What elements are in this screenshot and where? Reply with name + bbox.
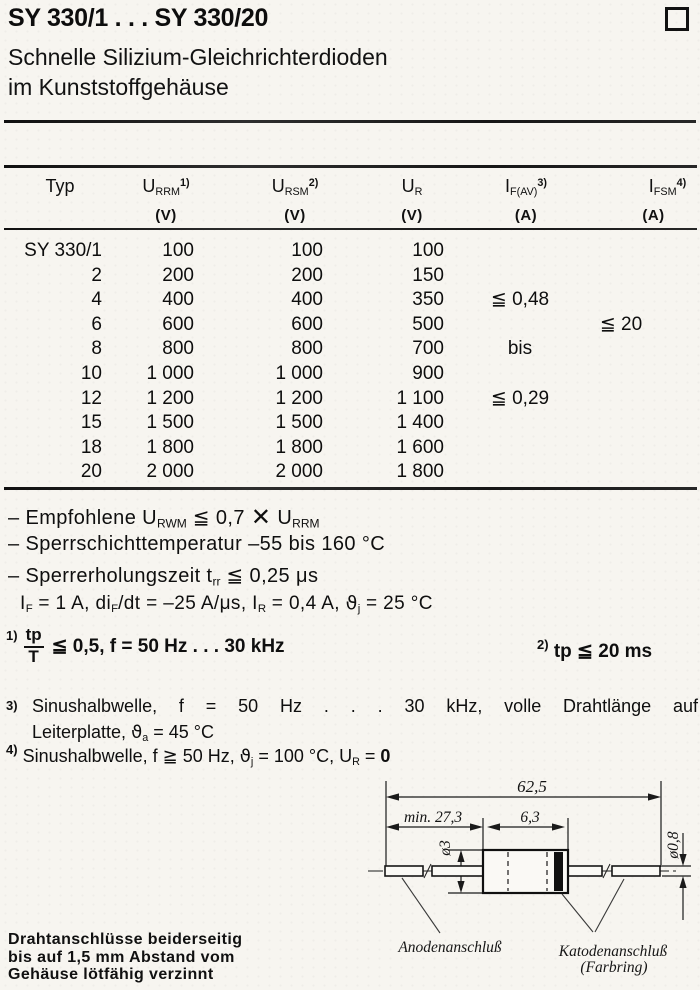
footnote-3	[6, 696, 698, 744]
table-row	[0, 288, 700, 313]
cell-typ: 15	[80, 412, 102, 434]
arrow	[470, 823, 483, 830]
footnote-3-line-2: Leiterplatte, $ϑ_a = 45$ °C	[32, 722, 214, 745]
cell-typ: 8	[91, 338, 102, 360]
cell-ursm: 100	[291, 240, 323, 261]
header-sub: RRM	[155, 185, 180, 198]
header-sup: 4)	[676, 177, 687, 189]
cell-ursm: 1 500	[275, 412, 323, 434]
cell-urrm: 1 200	[146, 387, 194, 409]
cell-typ: 12	[80, 387, 102, 409]
table-row	[0, 387, 700, 412]
table-row	[0, 460, 700, 485]
note-junction-temp: – Sperrschichttemperatur –55 bis 160 °C	[8, 533, 386, 555]
cell-typ: 4	[91, 289, 102, 311]
cell-ifav: ≦ 0,48	[490, 289, 550, 311]
header-sup: 3)	[537, 177, 547, 189]
arrow	[386, 793, 399, 800]
cell-urrm: 1 800	[146, 436, 194, 458]
cell-typ: 6	[91, 313, 102, 335]
table-row	[0, 239, 700, 264]
cathode-label: Katodenanschluß	[558, 943, 668, 960]
subtitle-divider	[4, 120, 696, 123]
subtitle-line-1: Schnelle Silizium-Gleichrichterdioden	[8, 44, 388, 70]
anode-lead-inner	[432, 866, 483, 876]
cell-ursm: 400	[291, 289, 323, 311]
cell-ur: 1 800	[396, 461, 444, 483]
subtitle-line-2: im Kunststoffgehäuse	[8, 74, 229, 100]
cell-ur: 350	[412, 289, 444, 311]
cell-typ: SY 330/1	[24, 240, 102, 261]
cell-urrm: 1 500	[146, 412, 194, 434]
dia-wire-label: ø0,8	[665, 831, 682, 859]
cell-ursm: 1 800	[275, 436, 323, 458]
table-header-rule	[4, 228, 697, 230]
footnote-1-body: $\frac{tp}{T}$ ≦ 0,5, f = 50 Hz . . . 30 kHz	[25, 625, 285, 666]
header-unit: (A)	[642, 206, 665, 224]
header-unit: (V)	[284, 206, 306, 224]
header-base: I	[504, 175, 510, 196]
header-base: U	[142, 175, 156, 196]
cell-urrm: 100	[162, 240, 194, 261]
table-row	[0, 411, 700, 436]
table-row	[0, 436, 700, 461]
cell-ursm: 600	[291, 313, 323, 335]
cell-ur: 700	[412, 338, 444, 360]
footnote-1-mark: 1)	[6, 628, 18, 643]
header-sub: R	[414, 185, 423, 198]
header-unit: (V)	[155, 206, 177, 224]
cell-typ: 20	[80, 461, 102, 483]
cell-ur: 1 600	[396, 436, 444, 458]
cathode-lead-inner	[568, 866, 602, 876]
cell-ur: 1 100	[396, 387, 444, 409]
cell-ursm: 200	[291, 264, 323, 286]
table-top-rule	[4, 165, 697, 168]
cell-ursm: 800	[291, 338, 323, 360]
header-base: U	[271, 175, 285, 196]
footnote-4-body: Sinushalbwelle, f ≧ 50 Hz, $ϑ_j = 100$ °C, $U_R = 0$	[22, 746, 391, 769]
cell-ur: 1 400	[396, 412, 444, 434]
cell-typ: 18	[80, 436, 102, 458]
dia-body-label: ø3	[437, 840, 454, 856]
lead-solder-note	[8, 931, 242, 984]
column-header-ur	[372, 172, 452, 227]
cell-ur: 150	[412, 264, 444, 286]
cell-typ: 2	[91, 264, 102, 286]
anode-leader-line	[402, 878, 440, 933]
cathode-color-band	[554, 852, 563, 891]
header-sub: RSM	[284, 185, 309, 198]
cell-ifav: bis	[507, 338, 533, 360]
column-header-typ	[20, 172, 100, 203]
arrow	[552, 823, 565, 830]
lead-solder-note-line-2: bis auf 1,5 mm Abstand vom	[8, 948, 235, 966]
lead-solder-note-line-1: Drahtanschlüsse beiderseitig	[8, 931, 243, 948]
anode-lead-outer	[385, 866, 423, 876]
cell-ur: 900	[412, 362, 444, 384]
cell-ursm: 2 000	[275, 461, 323, 483]
footnote-2-body: tp ≦ 20 ms	[553, 641, 653, 662]
arrow	[679, 876, 686, 888]
header-unit: (V)	[401, 206, 423, 224]
header-sub: FSM	[653, 185, 677, 198]
table-row	[0, 264, 700, 289]
dim-lead-min-label: min. 27,3	[403, 809, 463, 826]
table-row	[0, 313, 700, 338]
arrow	[487, 823, 500, 830]
cell-ifav: ≦ 0,29	[490, 387, 550, 409]
footnote-1	[6, 626, 285, 666]
cell-ursm: 1 200	[275, 387, 323, 409]
cathode-ring-label: (Farbring)	[580, 959, 648, 976]
page-title: SY 330/1 . . . SY 330/20	[8, 4, 269, 32]
header-base: Typ	[45, 175, 75, 196]
footnote-4-mark: 4)	[6, 742, 18, 757]
column-header-ifsm	[610, 172, 700, 227]
note-test-conditions: $I_F = 1$ A, $di_F/dt = -25$ A/μs, $I_R = 0,4$ A, $ϑ_j = 25$ °C	[20, 592, 433, 616]
arrow	[386, 823, 399, 830]
cell-typ: 10	[80, 362, 102, 384]
table-row	[0, 337, 700, 362]
footnote-4	[6, 742, 390, 768]
header-sub: F(AV)	[510, 185, 538, 198]
package-drawing	[340, 775, 700, 990]
arrow	[457, 881, 464, 893]
footnote-2-mark: 2)	[537, 637, 549, 652]
cathode-lead-outer	[612, 866, 660, 876]
cell-urrm: 200	[162, 264, 194, 286]
table-row	[0, 362, 700, 387]
table-bottom-rule	[4, 487, 697, 490]
cell-urrm: 2 000	[146, 461, 194, 483]
footnote-2	[537, 637, 652, 663]
footnote-3-line-1: Sinushalbwelle, f = 50 Hz . . . 30 kHz, volle Drahtlänge auf	[32, 696, 698, 716]
cathode-leader-line-2	[595, 879, 624, 932]
header-sup: 1)	[179, 177, 190, 189]
anode-label: Anodenanschluß	[398, 939, 502, 956]
note-recovery-time: – Sperrerholungszeit $t_{rr}$ ≦ 0,25 μs	[8, 565, 319, 589]
arrow	[648, 793, 661, 800]
cell-urrm: 600	[162, 313, 194, 335]
column-header-urrm	[116, 172, 216, 227]
cell-ursm: 1 000	[275, 362, 323, 384]
cell-ur: 100	[412, 240, 444, 261]
corner-checkbox	[665, 7, 689, 31]
arrow	[457, 850, 464, 862]
cell-ur: 500	[412, 313, 444, 335]
cell-urrm: 1 000	[146, 362, 194, 384]
cathode-leader-line-1	[562, 894, 593, 932]
column-header-ursm	[245, 172, 345, 227]
header-unit: (A)	[514, 206, 538, 224]
column-header-ifav	[466, 172, 586, 227]
header-base: I	[648, 175, 654, 196]
page-subtitle	[8, 42, 388, 102]
lead-solder-note-line-3: Gehäuse lötfähig verzinnt	[8, 966, 214, 983]
dim-body-label: 6,3	[520, 809, 540, 826]
spec-table-body	[0, 239, 700, 485]
note-urwm: – Empfohlene $U_{RWM}$ ≦ 0,7 ✕ $U_{RRM}$	[8, 504, 320, 531]
cell-urrm: 400	[162, 289, 194, 311]
header-sup: 2)	[308, 177, 319, 189]
cell-ifsm: ≦ 20	[599, 313, 643, 335]
header-base: U	[401, 175, 415, 196]
cell-urrm: 800	[162, 338, 194, 360]
footnote-3-mark: 3)	[6, 698, 18, 713]
dim-overall-label: 62,5	[517, 777, 547, 796]
